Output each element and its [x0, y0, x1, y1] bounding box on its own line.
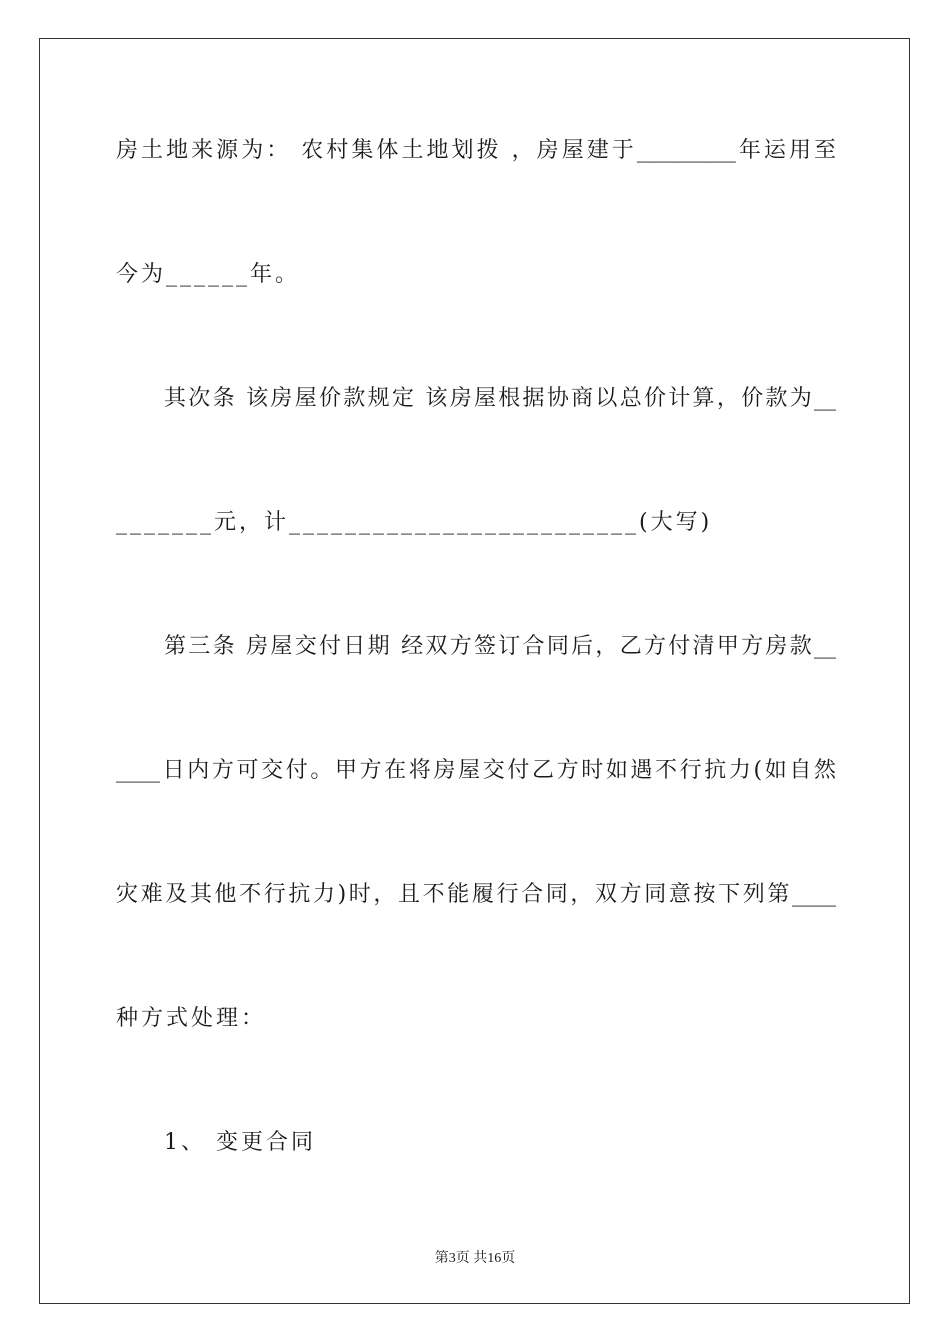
article-3-line-4: 种方式处理：	[116, 1006, 267, 1031]
page-border	[39, 38, 910, 1304]
article-3-line-3: 灾难及其他不行抗力)时，且不能履行合同，双方同意按下列第____	[116, 882, 836, 907]
list-item-change-contract: 1、 变更合同	[164, 1130, 316, 1155]
paragraph-line-2: 今为______年。	[116, 262, 301, 287]
article-3-line-1: 第三条 房屋交付日期 经双方签订合同后，乙方付清甲方房款__	[164, 634, 836, 659]
article-3-line-2: ____日内方可交付。甲方在将房屋交付乙方时如遇不行抗力(如自然	[116, 758, 836, 783]
paragraph-line-1: 房土地来源为： 农村集体土地划拨 ，房屋建于_________年运用至	[116, 138, 836, 163]
page-number-footer: 第3页 共16页	[434, 1251, 516, 1266]
article-2-line-1: 其次条 该房屋价款规定 该房屋根据协商以总价计算，价款为__	[164, 386, 836, 411]
article-2-line-2: _______元，计_________________________(大写)	[116, 510, 713, 535]
